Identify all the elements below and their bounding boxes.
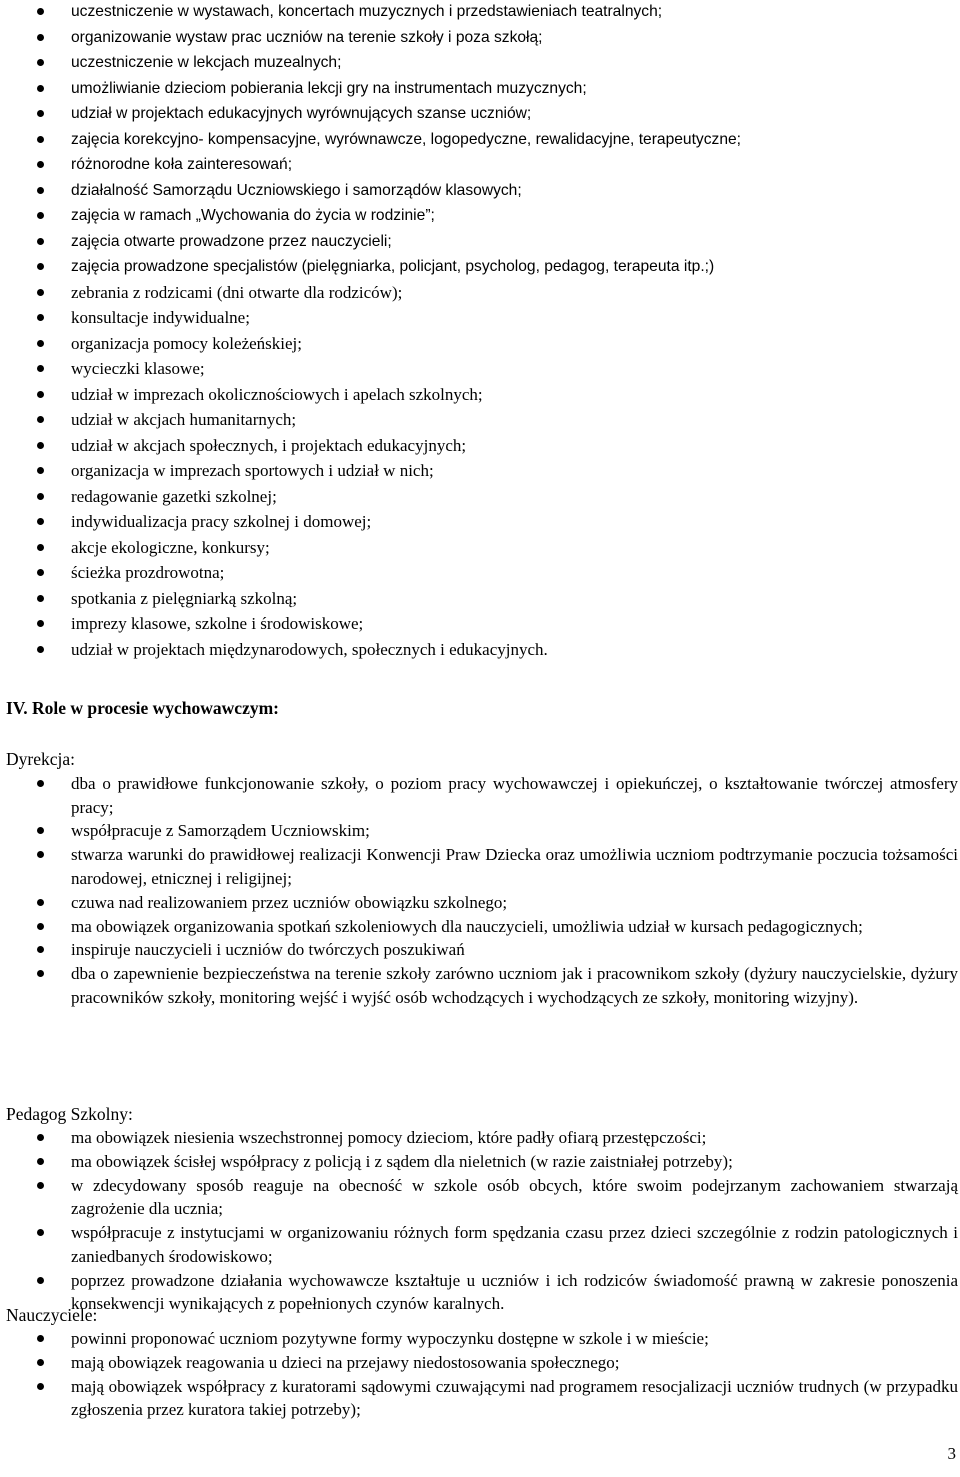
list-item-text: ma obowiązek organizowania spotkań szkoleniowych dla nauczycieli, umożliwia udział w kursach pedagogicznych; bbox=[71, 916, 863, 936]
list-item bbox=[0, 306, 960, 330]
bullet-icon bbox=[37, 493, 44, 500]
bullet-icon bbox=[37, 646, 44, 653]
list-item bbox=[0, 485, 960, 509]
list-item-text: działalność Samorządu Uczniowskiego i samorządów klasowych; bbox=[71, 181, 522, 199]
list-item bbox=[0, 51, 960, 75]
bullet-icon bbox=[37, 569, 44, 576]
list-item bbox=[0, 612, 960, 636]
list-item-text: uczestniczenie w lekcjach muzealnych; bbox=[71, 54, 342, 71]
bullet-icon bbox=[37, 136, 44, 143]
list-item-text: ścieżka prozdrowotna; bbox=[71, 563, 225, 582]
list-item-text: organizacja pomocy koleżeńskiej; bbox=[71, 333, 302, 353]
list-item bbox=[0, 230, 960, 254]
list-item bbox=[0, 561, 960, 585]
bullet-icon bbox=[37, 946, 44, 953]
bullet-icon bbox=[37, 314, 44, 321]
list-item bbox=[0, 0, 960, 24]
list-item-text: udział w projektach edukacyjnych wyrównujących szanse uczniów; bbox=[71, 105, 532, 122]
list-item bbox=[0, 1150, 960, 1174]
list-item-text: zebrania z rodzicami (dni otwarte dla rodziców); bbox=[71, 282, 403, 302]
list-item-text: zajęcia otwarte prowadzone przez nauczycieli; bbox=[71, 232, 392, 250]
list-item bbox=[0, 1221, 960, 1268]
bullet-icon bbox=[37, 1158, 44, 1165]
role-heading-dyrekcja: Dyrekcja: bbox=[6, 749, 75, 769]
bullet-icon bbox=[37, 59, 44, 66]
bullet-icon bbox=[37, 851, 44, 858]
list-item-text: stwarza warunki do prawidłowej realizacji Konwencji Praw Dziecka oraz umożliwia uczniom podtrzymanie poczucia tożsamości narodowej, etnicznej i religijnej; bbox=[71, 845, 958, 888]
list-item bbox=[0, 915, 960, 939]
bullet-icon bbox=[37, 365, 44, 372]
bullet-icon bbox=[37, 970, 44, 977]
bullet-icon bbox=[37, 391, 44, 398]
list-item-text: organizowanie wystaw prac uczniów na terenie szkoły i poza szkołą; bbox=[71, 28, 543, 46]
list-item-text: ma obowiązek niesienia wszechstronnej pomocy dzieciom, które padły ofiarą przestępczości; bbox=[71, 1128, 707, 1147]
bullet-icon bbox=[37, 923, 44, 930]
list-item-text: redagowanie gazetki szkolnej; bbox=[71, 486, 277, 506]
list-item bbox=[0, 434, 960, 458]
bullet-icon bbox=[37, 289, 44, 296]
list-item-text: współpracuje z instytucjami w organizowaniu różnych form spędzania czasu przez dzieci szczególnie z rodzin patologicznych i zaniedbanych środowiskowo; bbox=[71, 1223, 958, 1266]
role-heading-pedagog: Pedagog Szkolny: bbox=[6, 1104, 133, 1124]
activities-list bbox=[0, 0, 960, 663]
page-number: 3 bbox=[947, 1444, 956, 1463]
list-item bbox=[0, 332, 960, 356]
list-item bbox=[0, 383, 960, 407]
list-item bbox=[0, 459, 960, 483]
list-item-text: mają obowiązek współpracy z kuratorami sądowymi czuwającymi nad programem resocjalizacji uczniów trudnych (w przypadku zgłoszenia przez kuratora takiej potrzeby); bbox=[71, 1376, 958, 1420]
section-number: IV. bbox=[6, 698, 28, 718]
bullet-icon bbox=[37, 1229, 44, 1236]
list-item bbox=[0, 1351, 960, 1375]
bullet-icon bbox=[37, 1359, 44, 1366]
bullet-icon bbox=[37, 212, 44, 219]
list-item-text: wycieczki klasowe; bbox=[71, 359, 205, 378]
bullet-icon bbox=[37, 544, 44, 551]
list-item-text: indywidualizacja pracy szkolnej i domowej; bbox=[71, 512, 372, 531]
list-item-text: czuwa nad realizowaniem przez uczniów obowiązku szkolnego; bbox=[71, 892, 508, 912]
list-item bbox=[0, 962, 960, 1009]
bullet-icon bbox=[37, 187, 44, 194]
section-title: Role w procesie wychowawczym: bbox=[31, 698, 279, 718]
list-item-text: zajęcia korekcyjno- kompensacyjne, wyrównawcze, logopedyczne, rewalidacyjne, terapeutyczne; bbox=[71, 130, 741, 148]
bullet-icon bbox=[37, 780, 44, 787]
bullet-icon bbox=[37, 1182, 44, 1189]
bullet-icon bbox=[37, 518, 44, 525]
list-item bbox=[0, 408, 960, 432]
list-item bbox=[0, 1375, 960, 1422]
bullet-icon bbox=[37, 340, 44, 347]
bullet-icon bbox=[37, 161, 44, 168]
list-item bbox=[0, 536, 960, 560]
list-item bbox=[0, 204, 960, 228]
bullet-icon bbox=[37, 899, 44, 906]
list-item bbox=[0, 26, 960, 50]
bullet-icon bbox=[37, 1277, 44, 1284]
list-item-text: w zdecydowany sposób reaguje na obecność w szkole osób obcych, które swoim podejrzanym zachowaniem stwarzają zagrożenie dla ucznia; bbox=[71, 1175, 958, 1219]
list-item bbox=[0, 587, 960, 611]
bullet-icon bbox=[37, 8, 44, 15]
bullet-icon bbox=[37, 238, 44, 245]
list-item-text: udział w imprezach okolicznościowych i apelach szkolnych; bbox=[71, 384, 483, 404]
list-item bbox=[0, 357, 960, 381]
list-item bbox=[0, 128, 960, 152]
list-item-text: inspiruje nauczycieli i uczniów do twórczych poszukiwań bbox=[71, 940, 465, 960]
bullet-icon bbox=[37, 416, 44, 423]
bullet-icon bbox=[37, 1335, 44, 1342]
bullet-icon bbox=[37, 110, 44, 117]
list-item-text: udział w akcjach społecznych, i projektach edukacyjnych; bbox=[71, 435, 467, 455]
list-item-text: ma obowiązek ścisłej współpracy z policją i z sądem dla nieletnich (w razie zaistniałej potrzeby); bbox=[71, 1151, 733, 1171]
list-item bbox=[0, 281, 960, 305]
list-item-text: dba o zapewnienie bezpieczeństwa na terenie szkoły zarówno uczniom jak i pracownikom szkoły (dyżury nauczycielskie, dyżury pracowników szkoły, monitoring wejść i wyjść osób wchodzących i wychodzących ze szkoły, monitoring wizyjny). bbox=[71, 964, 958, 1007]
list-item-text: powinni proponować uczniom pozytywne formy wypoczynku dostępne w szkole i w mieście; bbox=[71, 1329, 709, 1348]
list-item-text: dba o prawidłowe funkcjonowanie szkoły, o poziom pracy wychowawczej i opiekuńczej, o kształtowanie twórczej atmosfery pracy; bbox=[71, 774, 958, 817]
list-item bbox=[0, 510, 960, 534]
list-item-text: mają obowiązek reagowania u dzieci na przejawy niedostosowania społecznego; bbox=[71, 1352, 620, 1372]
list-item bbox=[0, 179, 960, 203]
list-item bbox=[0, 843, 960, 890]
bullet-icon bbox=[37, 620, 44, 627]
list-item-text: imprezy klasowe, szkolne i środowiskowe; bbox=[71, 614, 364, 633]
list-item bbox=[0, 1269, 960, 1316]
list-item bbox=[0, 938, 960, 962]
list-item-text: poprzez prowadzone działania wychowawcze kształtuje u uczniów i ich rodziców świadomość prawną w zakresie ponoszenia konsekwencji wynikających z popełnionych czynów karalnych. bbox=[71, 1270, 958, 1314]
bullet-icon bbox=[37, 85, 44, 92]
list-item bbox=[0, 891, 960, 915]
list-item bbox=[0, 1327, 960, 1351]
role-heading-nauczyciele: Nauczyciele: bbox=[6, 1305, 98, 1325]
list-item bbox=[0, 1126, 960, 1150]
list-item-text: różnorodne koła zainteresowań; bbox=[71, 156, 293, 173]
bullet-icon bbox=[37, 595, 44, 602]
bullet-icon bbox=[37, 467, 44, 474]
bullet-icon bbox=[37, 827, 44, 834]
list-item-text: udział w projektach międzynarodowych, społecznych i edukacyjnych. bbox=[71, 639, 548, 659]
dyrekcja-list bbox=[0, 772, 960, 1010]
bullet-icon bbox=[37, 34, 44, 41]
list-item-text: uczestniczenie w wystawach, koncertach muzycznych i przedstawieniach teatralnych; bbox=[71, 3, 663, 20]
list-item-text: konsultacje indywidualne; bbox=[71, 308, 250, 327]
bullet-icon bbox=[37, 1134, 44, 1141]
list-item bbox=[0, 102, 960, 126]
pedagog-list bbox=[0, 1126, 960, 1316]
list-item-text: zajęcia prowadzone specjalistów (pielęgniarka, policjant, psycholog, pedagog, terapeuta itp.;) bbox=[71, 258, 715, 275]
list-item-text: umożliwianie dzieciom pobierania lekcji gry na instrumentach muzycznych; bbox=[71, 79, 587, 97]
list-item-text: spotkania z pielęgniarką szkolną; bbox=[71, 588, 298, 608]
list-item bbox=[0, 77, 960, 101]
bullet-icon bbox=[37, 263, 44, 270]
list-item-text: akcje ekologiczne, konkursy; bbox=[71, 537, 270, 557]
list-item-text: zajęcia w ramach „Wychowania do życia w rodzinie”; bbox=[71, 207, 435, 224]
list-item bbox=[0, 153, 960, 177]
list-item-text: współpracuje z Samorządem Uczniowskim; bbox=[71, 821, 370, 841]
list-item bbox=[0, 638, 960, 662]
list-item bbox=[0, 772, 960, 819]
bullet-icon bbox=[37, 1383, 44, 1390]
list-item bbox=[0, 819, 960, 843]
list-item-text: organizacja w imprezach sportowych i udział w nich; bbox=[71, 461, 434, 480]
section-heading bbox=[6, 697, 279, 719]
list-item bbox=[0, 1174, 960, 1221]
nauczyciele-list bbox=[0, 1327, 960, 1422]
bullet-icon bbox=[37, 442, 44, 449]
list-item bbox=[0, 255, 960, 279]
list-item-text: udział w akcjach humanitarnych; bbox=[71, 410, 297, 429]
